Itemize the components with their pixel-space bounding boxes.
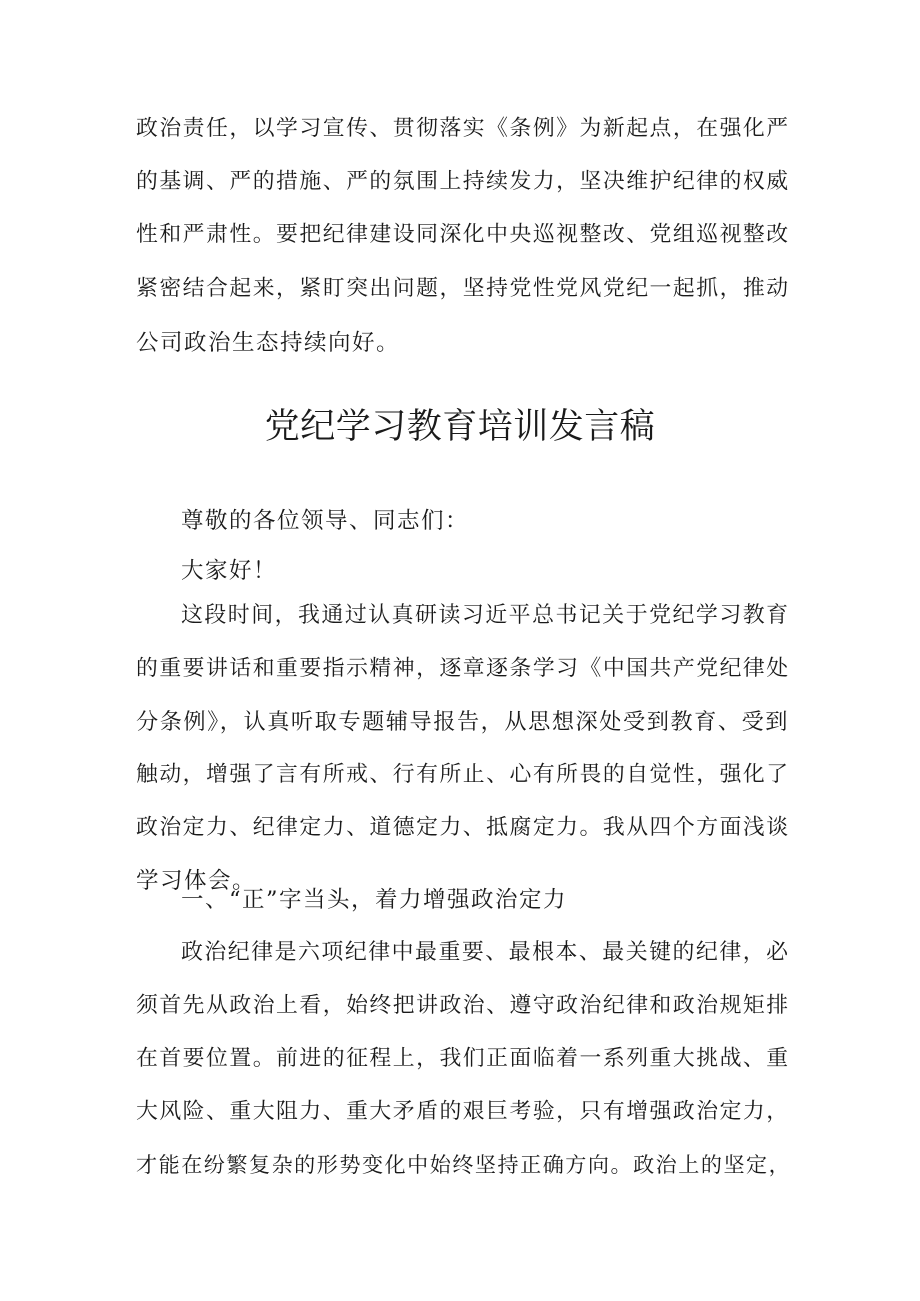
greeting: 大家好！ xyxy=(181,558,278,584)
paragraph-line: 的基调、严的措施、严的氛围上持续发力，坚决维护纪律的权威 xyxy=(136,169,790,194)
paragraph-line: 须首先从政治上看，始终把讲政治、遵守政治纪律和政治规矩排 xyxy=(136,993,790,1018)
paragraph-line: 在首要位置。前进的征程上，我们正面临着一系列重大挑战、重 xyxy=(136,1046,790,1071)
paragraph-line: 学习体会。 xyxy=(136,868,257,894)
paragraph-line: 触动，增强了言有所戒、行有所止、心有所畏的自觉性，强化了 xyxy=(136,762,790,787)
paragraph-line: 公司政治生态持续向好。 xyxy=(136,330,401,356)
document-title: 党纪学习教育培训发言稿 xyxy=(264,407,656,447)
paragraph-line: 性和严肃性。要把纪律建设同深化中央巡视整改、党组巡视整改 xyxy=(136,222,790,247)
paragraph-line: 政治定力、纪律定力、道德定力、抵腐定力。我从四个方面浅谈 xyxy=(136,815,790,840)
paragraph-line: 政治纪律是六项纪律中最重要、最根本、最关键的纪律，必 xyxy=(181,940,790,965)
paragraph-line: 政治责任，以学习宣传、贯彻落实《条例》为新起点，在强化严 xyxy=(136,116,790,141)
paragraph-line: 分条例》，认真听取专题辅导报告，从思想深处受到教育、受到 xyxy=(136,709,790,735)
paragraph-line: 的重要讲话和重要指示精神，逐章逐条学习《中国共产党纪律处 xyxy=(136,656,790,681)
paragraph-line: 这段时间，我通过认真研读习近平总书记关于党纪学习教育 xyxy=(181,603,790,628)
paragraph-line: 大风险、重大阻力、重大矛盾的艰巨考验，只有增强政治定力， xyxy=(136,1099,790,1124)
paragraph-line: 才能在纷繁复杂的形势变化中始终坚持正确方向。政治上的坚定， xyxy=(136,1152,792,1177)
section-heading: 一、“正”字当头，着力增强政治定力 xyxy=(181,887,568,913)
paragraph-line: 紧密结合起来，紧盯突出问题，坚持党性党风党纪一起抓，推动 xyxy=(136,276,790,301)
salutation: 尊敬的各位领导、同志们： xyxy=(181,508,470,534)
